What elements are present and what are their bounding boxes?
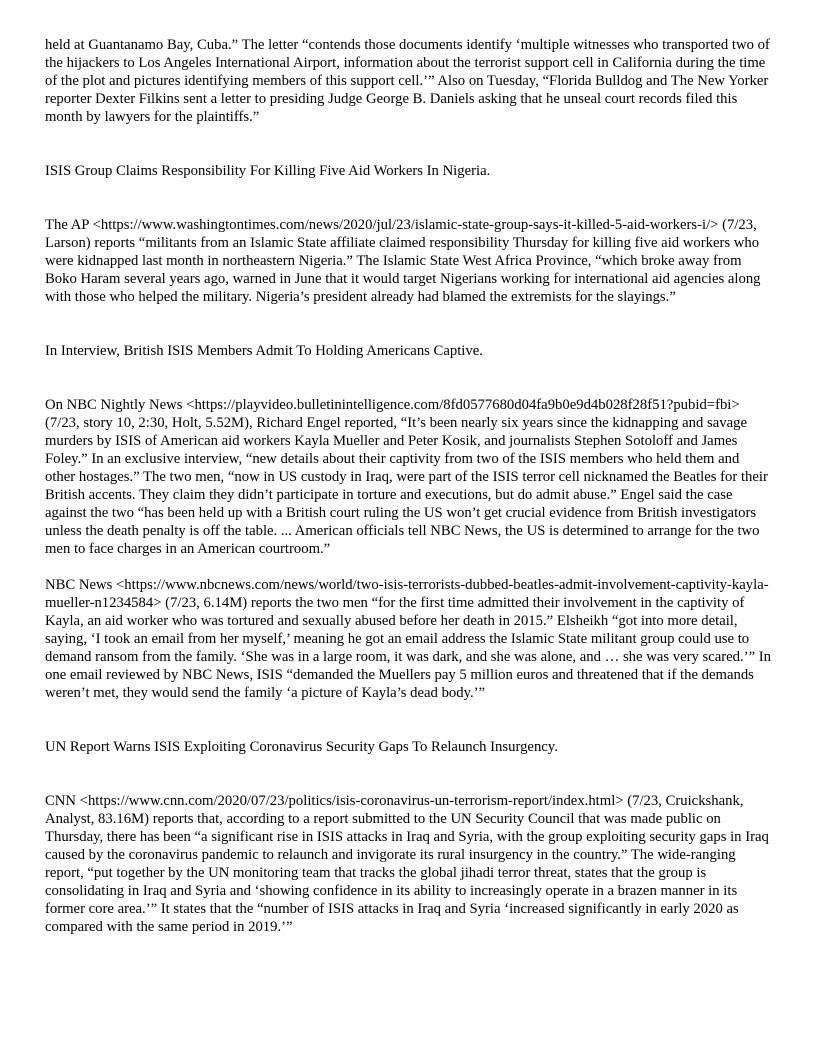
paragraph-spacer xyxy=(45,180,773,216)
document-page xyxy=(45,36,773,936)
paragraph-spacer xyxy=(45,306,773,342)
headline-un-report-coronavirus: UN Report Warns ISIS Exploiting Coronavirus Security Gaps To Relaunch Insurgency. xyxy=(45,739,558,755)
paragraph-nbc-nightly-news: On NBC Nightly News <https://playvideo.bulletinintelligence.com/8fd0577680d04fa9b0e9d4b028f28f51?pubid=fbi> (7/23, story 10, 2:30, Holt, 5.52M), Richard Engel reported, “It’s been nearly six years since the kidnapping and savage murders by ISIS of American aid workers Kayla Mueller and Peter Kosik, and journalists Stephen Sotoloff and James Foley.” In an exclusive interview, “new details about their captivity from two of the ISIS members who held them and other hostages.” The two men, “now in US custody in Iraq, were part of the ISIS terror cell nicknamed the Beatles for their British accents. They claim they didn’t participate in torture and executions, but do admit abuse.” Engel said the case against the two “has been held up with a British court ruling the US won’t get crucial evidence from British investigators unless the death penalty is off the table. ... American officials tell NBC News, the US is determined to arrange for the two men to face charges in an American courtroom.” xyxy=(45,397,768,557)
paragraph-spacer xyxy=(45,126,773,162)
paragraph-spacer xyxy=(45,756,773,792)
paragraph-guantanamo-letter: held at Guantanamo Bay, Cuba.” The letter “contends those documents identify ‘multiple witnesses who transported two of the hijackers to Los Angeles International Airport, information about the terrorist support cell in California during the time of the plot and pictures identifying members of this support cell.’” Also on Tuesday, “Florida Bulldog and The New Yorker reporter Dexter Filkins sent a letter to presiding Judge George B. Daniels asking that he unseal court records filed this month by lawyers for the plaintiffs.” xyxy=(45,37,770,125)
paragraph-spacer xyxy=(45,558,773,576)
headline-nigeria-aid-workers: ISIS Group Claims Responsibility For Killing Five Aid Workers In Nigeria. xyxy=(45,163,491,179)
paragraph-nbc-news-web: NBC News <https://www.nbcnews.com/news/world/two-isis-terrorists-dubbed-beatles-admit-involvement-captivity-kayla-mueller-n1234584> (7/23, 6.14M) reports the two men “for the first time admitted their involvement in the captivity of Kayla, an aid worker who was tortured and sexually abused before her death in 2015.” Elsheikh “got into more detail, saying, ‘I took an email from her myself,’ meaning he got an email address the Islamic State militant group could use to demand ransom from the family. ‘She was in a large room, it was dark, and she was alone, and … she was very scared.’” In one email reviewed by NBC News, ISIS “demanded the Muellers pay 5 million euros and threatened that if the demands weren’t met, they would send the family ‘a picture of Kayla’s dead body.’” xyxy=(45,577,771,701)
headline-british-isis-interview: In Interview, British ISIS Members Admit To Holding Americans Captive. xyxy=(45,343,483,359)
paragraph-cnn-un-report: CNN <https://www.cnn.com/2020/07/23/politics/isis-coronavirus-un-terrorism-report/index.html> (7/23, Cruickshank, Analyst, 83.16M) reports that, according to a report submitted to the UN Security Council that was made public on Thursday, there has been “a significant rise in ISIS attacks in Iraq and Syria, with the group exploiting security gaps in Iraq caused by the coronavirus pandemic to relaunch and invigorate its rural insurgency in the country.” The wide-ranging report, “put together by the UN monitoring team that tracks the global jihadi terror threat, states that the group is consolidating in Iraq and Syria and ‘showing confidence in its ability to increasingly operate in a brazen manner in its former core area.’” It states that the “number of ISIS attacks in Iraq and Syria ‘increased significantly in early 2020 as compared with the same period in 2019.’” xyxy=(45,793,769,935)
paragraph-spacer xyxy=(45,360,773,396)
paragraph-spacer xyxy=(45,702,773,738)
paragraph-ap-nigeria: The AP <https://www.washingtontimes.com/news/2020/jul/23/islamic-state-group-says-it-killed-5-aid-workers-i/> (7/23, Larson) reports “militants from an Islamic State affiliate claimed responsibility Thursday for killing five aid workers who were kidnapped last month in northeastern Nigeria.” The Islamic State West Africa Province, “which broke away from Boko Haram several years ago, warned in June that it would target Nigerians working for international aid agencies along with those who helped the military. Nigeria’s president already had blamed the extremists for the slayings.” xyxy=(45,217,761,305)
